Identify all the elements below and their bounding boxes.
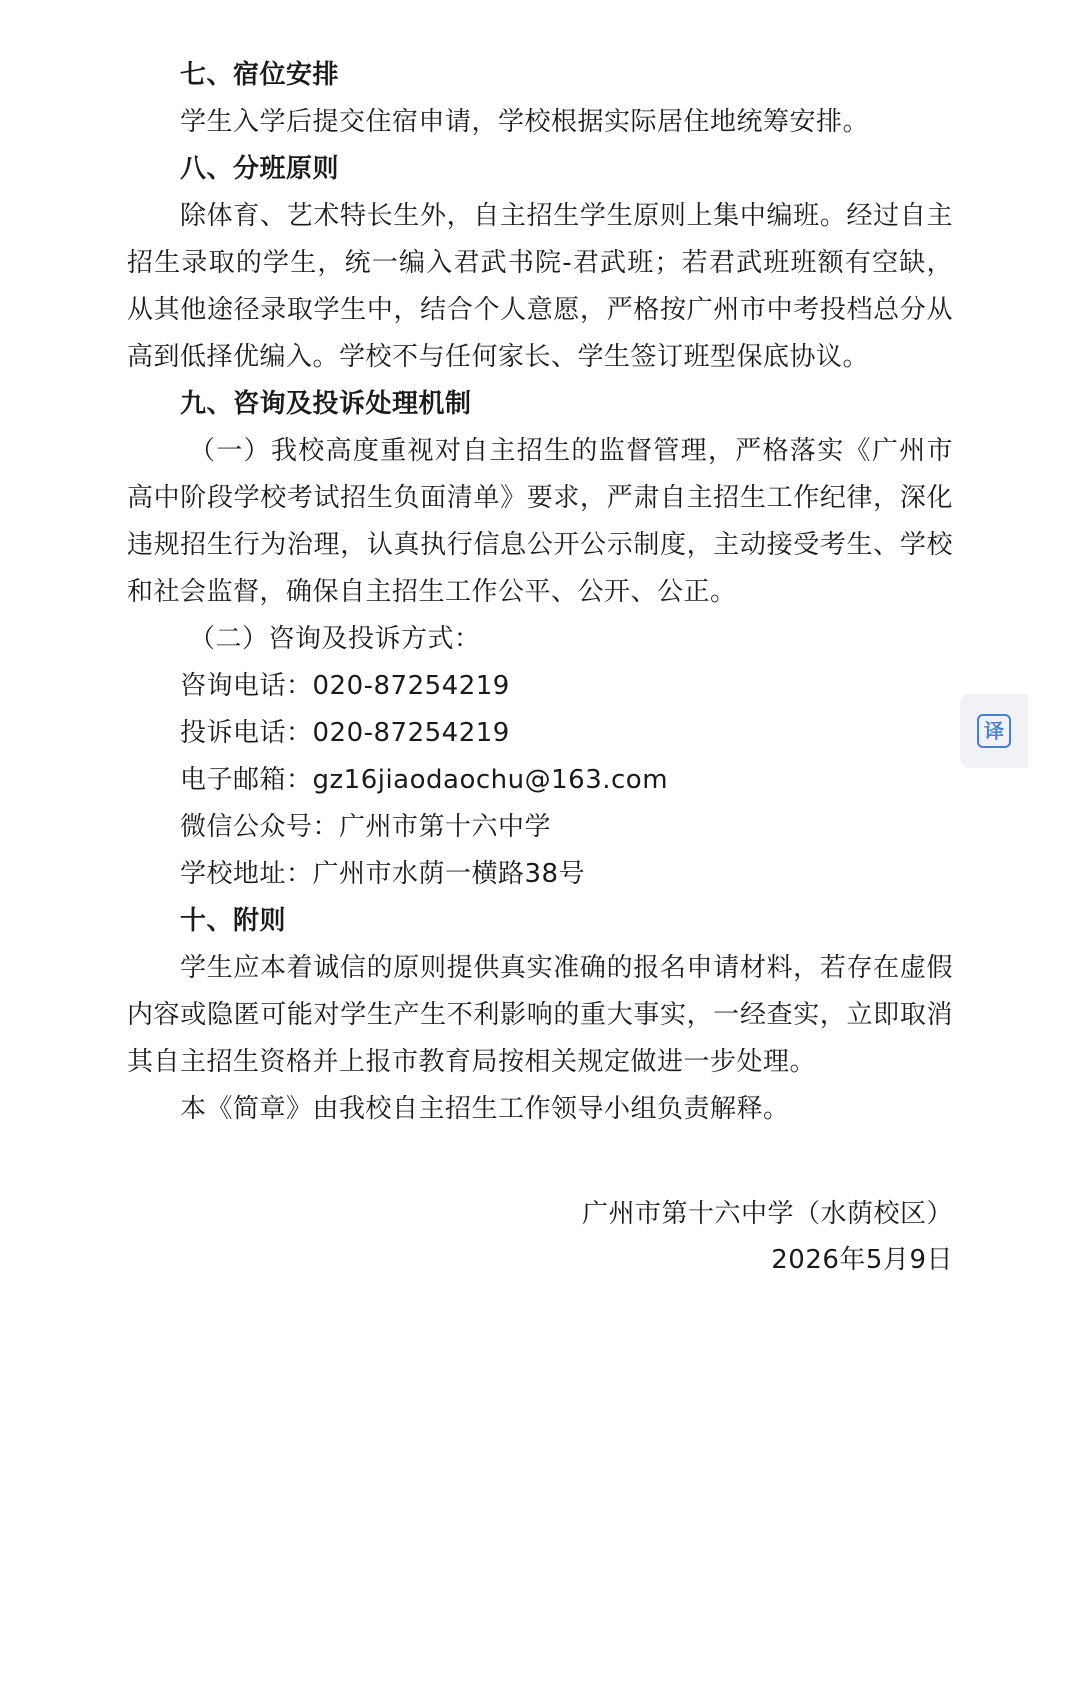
signature-date: 2026年5月9日 [771,1245,953,1275]
contact-consult-phone: 咨询电话：020-87254219 [180,671,510,701]
document-body [127,52,953,1133]
section-heading-appendix: 十、附则 [180,906,287,936]
contact-complaint-phone: 投诉电话：020-87254219 [180,718,510,748]
translate-icon: 译 [977,714,1011,748]
appendix-paragraph-1: 学生应本着诚信的原则提供真实准确的报名申请材料，若存在虚假内容或隐匿可能对学生产生不利影响的重大事实，一经查实，立即取消其自主招生资格并上报市教育局按相关规定做进一步处理。 [127,953,953,1077]
appendix-paragraph-2: 本《简章》由我校自主招生工作领导小组负责解释。 [180,1094,790,1124]
contact-email: 电子邮箱：gz16jiaodaochu@163.com [180,765,669,795]
section-heading-consultation: 九、咨询及投诉处理机制 [180,389,472,419]
section-heading-accommodation: 七、宿位安排 [180,60,340,90]
consultation-paragraph-2: （二）咨询及投诉方式： [189,624,481,654]
translate-button[interactable] [960,694,1028,768]
contact-wechat: 微信公众号：广州市第十六中学 [180,812,552,842]
consultation-paragraph-1: （一）我校高度重视对自主招生的监督管理，严格落实《广州市高中阶段学校考试招生负面清单》要求，严肃自主招生工作纪律，深化违规招生行为治理，认真执行信息公开公示制度，主动接受考生、学校和社会监督，确保自主招生工作公平、公开、公正。 [127,436,953,607]
section-body-accommodation: 学生入学后提交住宿申请，学校根据实际居住地统筹安排。 [180,107,870,137]
contact-address: 学校地址：广州市水荫一横路38号 [180,859,586,889]
signature-organization: 广州市第十六中学（水荫校区） [581,1199,953,1229]
section-body-class-placement: 除体育、艺术特长生外，自主招生学生原则上集中编班。经过自主招生录取的学生，统一编入君武书院-君武班；若君武班班额有空缺，从其他途径录取学生中，结合个人意愿，严格按广州市中考投档总分从高到低择优编入。学校不与任何家长、学生签订班型保底协议。 [127,201,953,372]
section-heading-class-placement: 八、分班原则 [180,154,340,184]
